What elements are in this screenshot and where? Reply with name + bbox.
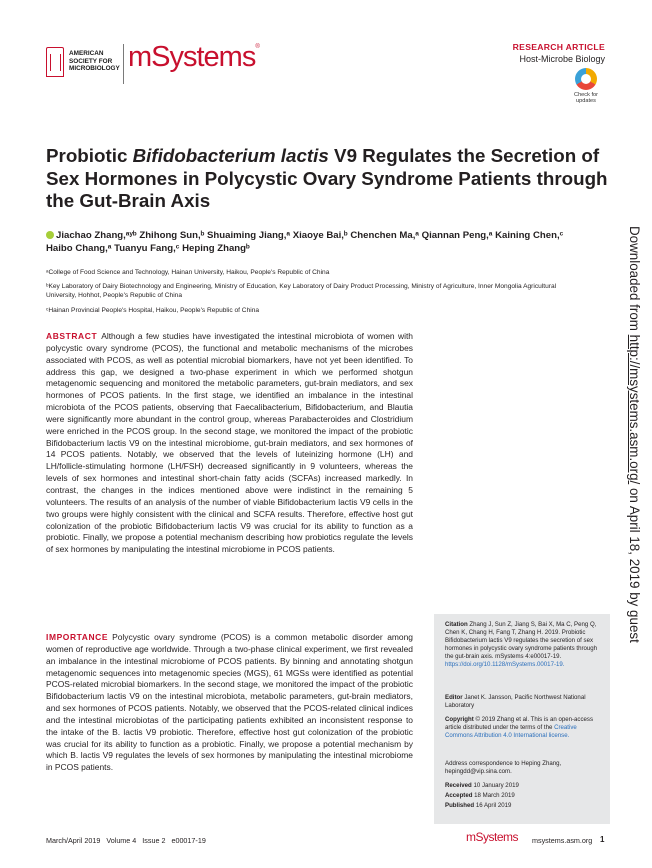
authors-line-1: Jiachao Zhang,ᵃʸᵇ Zhihong Sun,ᵇ Shuaiming Jiang,ᵃ Xiaoye Bai,ᵇ Chenchen Ma,ᵃ Qiannan Peng,ᵃ Kaining Chen,ᶜ — [56, 230, 564, 241]
asm-emblem-icon — [46, 47, 64, 77]
title-part-1: Probiotic — [46, 145, 133, 166]
published-label: Published — [445, 802, 475, 809]
banner-suffix: on April 18, 2019 by guest — [627, 484, 642, 643]
check-updates-line-2: updates — [576, 98, 596, 105]
orcid-icon[interactable] — [46, 231, 54, 239]
article-type: RESEARCH ARTICLE — [512, 42, 605, 52]
copyright-block — [445, 716, 603, 740]
published-date: 16 April 2019 — [475, 802, 512, 809]
authors-line-2: Haibo Chang,ᵃ Tuanyu Fang,ᶜ Heping Zhangᵇ — [46, 243, 250, 254]
copyright-label: Copyright — [445, 716, 474, 723]
journal-logo — [128, 41, 259, 74]
published-line — [445, 802, 603, 810]
article-category: Host-Microbe Biology — [519, 54, 605, 64]
abstract-heading: ABSTRACT — [46, 331, 98, 341]
check-updates-line-1: Check for — [574, 92, 598, 98]
accepted-date: 18 March 2019 — [474, 792, 515, 799]
logo-divider — [123, 44, 124, 84]
download-banner-text — [627, 226, 642, 643]
footer-journal-logo: mSystems — [466, 830, 519, 844]
asm-logo — [46, 47, 120, 81]
download-banner — [624, 226, 644, 646]
banner-link[interactable]: http://msystems.asm.org/ — [627, 334, 642, 485]
check-for-updates-badge[interactable] — [566, 68, 606, 110]
abstract-text: Although a few studies have investigated the intestinal microbiota of women with polycystic ovary syndrome (PCOS), the functional and metabolic mechanisms of the microbes associated with PCOS, as well as potential microbial biomarkers, have not yet been identified. To address this gap, we designed a two-phase experiment in which we performed shotgun metagenomic sequencing and monitored the metabolic parameters, gut-brain mediators, and sex hormones of PCOS patients. In the first stage, we identified an imbalance in the intestinal microbiota of the PCOS patients, observing that Faecalibacterium, Bifidobacterium, and Blautia were significantly more abundant in the control group, whereas Parabacteroides and Clostridium were enriched in the PCOS group. In the second stage, we monitored the impact of the probiotic Bifidobacterium lactis V9 on the intestinal microbiome, gut-brain mediators, and sex hormones of 14 PCOS patients. Notably, we observed that the levels of luteinizing hormone (LH) and LH/follicle-stimulating hormone (LH/FSH) decreased significantly in 9 volunteers, whereas the levels of sex hormones and intestinal short-chain fatty acids (SCFAs) increased markedly. In contrast, the changes in the indices mentioned above were indistinct in the remaining 5 volunteers. The results of an analysis of the number of viable Bifidobacterium lactis V9 cells in the two groups were highly consistent with the clinical and SCFA results. Therefore, effective host gut colonization of the probiotic Bifidobacterium lactis V9 was crucial for its ability to function as a probiotic. Finally, we propose a potential mechanism describing how probiotics regulate the levels of sex hormones by manipulating the intestinal microbiome in PCOS patients. — [46, 331, 413, 555]
citation-text: Zhang J, Sun Z, Jiang S, Bai X, Ma C, Peng Q, Chen K, Chang H, Fang T, Zhang H. 2019. Probiotic Bifidobacterium lactis V9 regulates the secretion of sex hormones in polycystic ovary syndrome patients through the gut-brain axis. mSystems 4:e00017-19. — [445, 621, 598, 660]
journal-url-link[interactable]: msystems.asm.org — [532, 836, 593, 845]
received-line — [445, 782, 603, 790]
page-number: 1 — [600, 835, 605, 844]
title-italic: Bifidobacterium lactis — [132, 145, 329, 166]
importance-text: Polycystic ovary syndrome (PCOS) is a common metabolic disorder among women of reproductive age worldwide. Through a two-phase clinical experiment, we first revealed an imbalance in the intestinal microbiome of PCOS patients. By binning and annotating shotgun metagenomic sequences into metagenomic species (MGS), 61 MGSs were identified as potential PCOS-related microbial biomarkers. In the second stage, we monitored the impact of the probiotic Bifidobacterium lactis V9 on the intestinal microbiota, metabolic parameters, gut-brain mediators, and sex hormones of PCOS patients. Notably, we observed that the PCOS-related clinical indices and the intestinal microbiotas of the participating patients exhibited an inconsistent response to the intake of the B. lactis V9 probiotic. Therefore, effective host gut colonization of the probiotic was crucial for its ability to function as a probiotic. Finally, we propose a potential mechanism by which B. lactis V9 regulates the levels of sex hormones by manipulating the intestinal microbiome in PCOS patients. — [46, 632, 413, 773]
society-line-3: MICROBIOLOGY — [69, 65, 120, 73]
accepted-label: Accepted — [445, 792, 473, 799]
editor-block — [445, 694, 603, 710]
abstract — [46, 331, 413, 556]
society-line-2: SOCIETY FOR — [69, 57, 113, 65]
correspondence-block: Address correspondence to Heping Zhang, hepingdd@vip.sina.com. — [445, 760, 562, 775]
editor-label: Editor — [445, 694, 463, 701]
article-title — [46, 145, 611, 213]
affiliation-c: ᶜHainan Provincial People's Hospital, Haikou, People's Republic of China — [46, 307, 260, 314]
trademark-mark: ® — [255, 44, 259, 50]
society-line-1: AMERICAN — [69, 50, 104, 57]
journal-logo-text: mSystems — [128, 41, 256, 73]
citation-block — [445, 621, 603, 669]
copyright-text: © 2019 Zhang et al. This is an open-access article distributed under the terms of the — [445, 716, 594, 731]
received-date: 10 January 2019 — [473, 782, 519, 789]
citation-label: Citation — [445, 621, 468, 628]
editor-text: Janet K. Jansson, Pacific Northwest National Laboratory — [445, 694, 586, 709]
license-link[interactable]: Creative Commons Attribution 4.0 International license. — [445, 724, 577, 739]
asm-society-name — [69, 50, 120, 73]
received-label: Received — [445, 782, 472, 789]
banner-prefix: Downloaded from — [627, 226, 642, 335]
author-list — [46, 229, 566, 255]
citation-doi-link[interactable]: https://doi.org/10.1128/mSystems.00017-19. — [445, 661, 565, 668]
check-updates-label — [566, 92, 606, 105]
accepted-line — [445, 792, 603, 800]
importance-heading: IMPORTANCE — [46, 632, 109, 642]
check-updates-icon — [575, 68, 597, 90]
importance — [46, 632, 413, 774]
affiliation-a: ᵃCollege of Food Science and Technology, Hainan University, Haikou, People's Republic of China — [46, 269, 330, 276]
title-part-2: V9 Regulates the Secretion of Sex Hormones in Polycystic Ovary Syndrome Patients through the Gut-Brain Axis — [46, 145, 608, 212]
affiliation-b: ᵇKey Laboratory of Dairy Biotechnology and Engineering, Ministry of Education, Key Laboratory of Dairy Product Processing, Ministry of Agriculture, Inner Mongolia Agricultural University, Hohhot, People's Republic of China — [46, 283, 557, 299]
issue-info: March/April 2019 Volume 4 Issue 2 e00017-19 — [46, 836, 206, 845]
